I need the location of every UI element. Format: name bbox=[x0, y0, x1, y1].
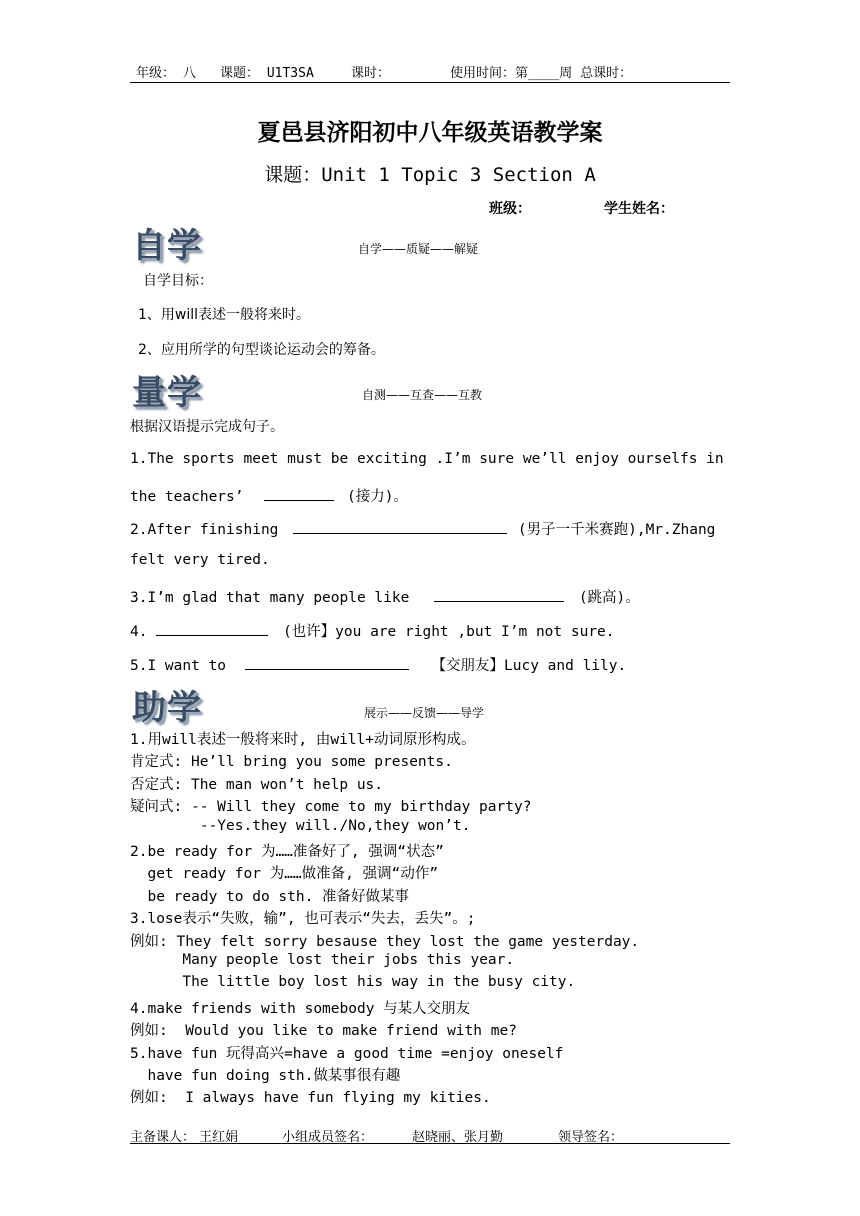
q5-text: 5.I want to bbox=[130, 658, 227, 674]
badge-help-study: 助学 bbox=[132, 688, 202, 728]
goals-heading: 自学目标： bbox=[143, 273, 213, 289]
grammar-note-line: 例如: Would you like to make friend with me? bbox=[130, 1023, 517, 1040]
header-rule bbox=[130, 82, 730, 83]
class-label: 班级： bbox=[489, 201, 531, 217]
footer-members-label: 小组成员签名： bbox=[282, 1130, 374, 1145]
question-2-line2: felt very tired. bbox=[130, 552, 270, 568]
question-5 bbox=[130, 654, 626, 675]
grammar-note-line: get ready for 为……做准备, 强调“动作” bbox=[130, 866, 439, 883]
header-usetime: 使用时间：第____周 总课时： bbox=[450, 66, 633, 81]
q2-hint: (男子一千米赛跑),Mr.Zhang bbox=[517, 522, 716, 538]
q3-blank[interactable] bbox=[434, 587, 564, 602]
grammar-note-line: have fun doing sth.做某事很有趣 bbox=[130, 1068, 401, 1084]
exercise-instruction: 根据汉语提示完成句子。 bbox=[130, 419, 284, 435]
q1-hint: (接力)。 bbox=[346, 489, 408, 505]
grammar-note-line: 2.be ready for 为……准备好了, 强调“状态” bbox=[130, 844, 444, 860]
grammar-note-line: The little boy lost his way in the busy city. bbox=[130, 974, 576, 991]
grammar-note-line: 肯定式: He’ll bring you some presents. bbox=[130, 754, 453, 771]
grammar-note-line: 例如: They felt sorry besause they lost the game yesterday. bbox=[130, 933, 640, 950]
grammar-note-line: 4.make friends with somebody 与某人交朋友 bbox=[130, 1000, 471, 1017]
q2-text: 2.After finishing bbox=[130, 522, 279, 538]
question-2-line1 bbox=[130, 518, 715, 539]
footer-leader: 领导签名： bbox=[558, 1130, 624, 1145]
q5-hint: 【交朋友】Lucy and lily. bbox=[431, 658, 627, 674]
goal-item: 1、用will表述一般将来时。 bbox=[138, 307, 311, 323]
badge-self-study-sub: 自学——质疑——解疑 bbox=[358, 242, 479, 256]
q4-text: 4. bbox=[130, 624, 148, 640]
grammar-note-line: 否定式: The man won’t help us. bbox=[130, 776, 384, 793]
header-grade: 年级： 八 bbox=[136, 66, 196, 81]
goal-item: 2、应用所学的句型谈论运动会的筹备。 bbox=[138, 342, 385, 358]
grammar-note-line: --Yes.they will./No,they won’t. bbox=[130, 817, 471, 834]
question-1-line2 bbox=[130, 485, 408, 506]
student-name-label: 学生姓名： bbox=[604, 201, 674, 217]
q5-blank[interactable] bbox=[245, 655, 409, 670]
lesson-subtitle: 课题：Unit 1 Topic 3 Section A bbox=[264, 164, 596, 186]
header-period: 课时： bbox=[351, 66, 391, 81]
q3-hint: (跳高)。 bbox=[578, 590, 640, 606]
footer-members: 赵晓丽、张月勤 bbox=[412, 1130, 504, 1145]
grammar-note-line: 3.lose表示“失败，输”, 也可表示“失去，丢失”。; bbox=[130, 911, 476, 928]
question-3 bbox=[130, 586, 640, 607]
grammar-note-line: 1.用will表述一般将来时, 由will+动词原形构成。 bbox=[130, 732, 476, 748]
q3-text: 3.I’m glad that many people like bbox=[130, 590, 410, 606]
badge-measure-sub: 自测——互查——互教 bbox=[362, 388, 483, 402]
footer-rule bbox=[130, 1143, 730, 1144]
header-topic: 课题： U1T3SA bbox=[220, 66, 314, 81]
badge-self-study: 自学 bbox=[132, 226, 202, 266]
grammar-note-line: 5.have fun 玩得高兴=have a good time =enjoy oneself bbox=[130, 1045, 564, 1062]
footer bbox=[130, 1126, 730, 1145]
q4-hint: (也许】you are right ,but I’m not sure. bbox=[282, 624, 615, 640]
page-title: 夏邑县济阳初中八年级英语教学案 bbox=[257, 120, 603, 146]
question-1-line1: 1.The sports meet must be exciting .I’m sure we’ll enjoy ourselfs in bbox=[130, 451, 724, 467]
question-4 bbox=[130, 620, 615, 641]
grammar-note-line: 疑问式: -- Will they come to my birthday party? bbox=[130, 799, 532, 816]
grammar-note-line: Many people lost their jobs this year. bbox=[130, 952, 515, 968]
q2-blank[interactable] bbox=[293, 519, 507, 534]
footer-preparer: 主备课人： 王红娟 bbox=[130, 1130, 239, 1145]
q4-blank[interactable] bbox=[156, 621, 268, 636]
q1-blank[interactable] bbox=[264, 486, 334, 501]
grammar-note-line: 例如: I always have fun flying my kities. bbox=[130, 1090, 491, 1107]
badge-help-study-sub: 展示——反馈——导学 bbox=[364, 706, 485, 720]
q1-text: the teachers’ bbox=[130, 489, 244, 505]
badge-measure: 量学 bbox=[132, 373, 202, 413]
grammar-note-line: be ready to do sth. 准备好做某事 bbox=[130, 888, 410, 905]
